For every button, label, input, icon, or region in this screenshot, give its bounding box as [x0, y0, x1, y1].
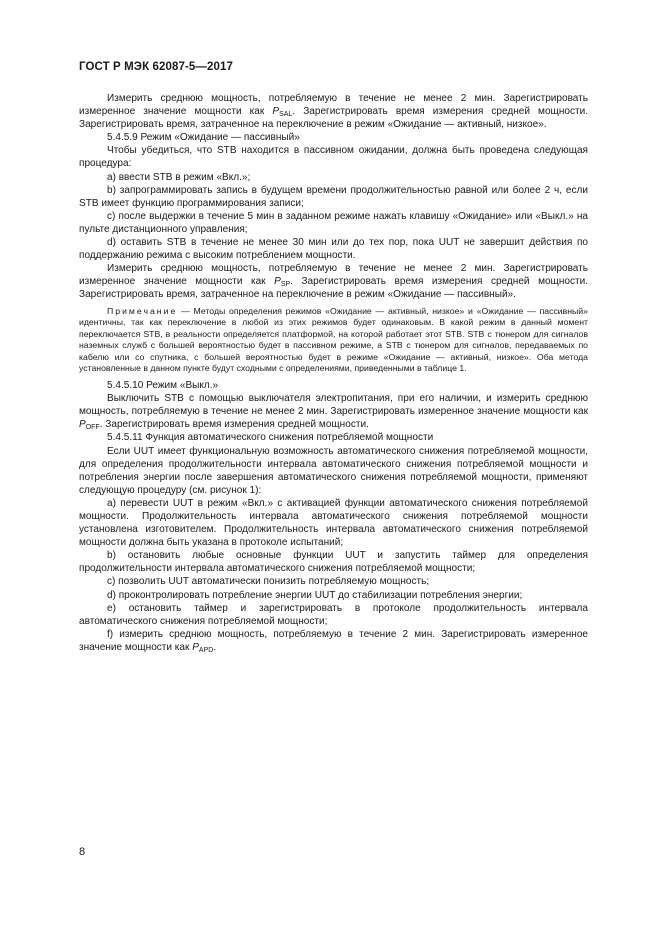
note-label: Примечание [107, 305, 178, 316]
section-heading: 5.4.5.10 Режим «Выкл.» [107, 380, 219, 392]
section-heading: 5.4.5.11 Функция автоматического снижения потребляемой мощности [107, 432, 434, 444]
paragraph: Измерить среднюю мощность, потребляемую в течение не менее 2 мин. Зарегистрировать измеренное значение мощности как $P_{SAL}$. Зарегистрировать время измерения средней мощности. Зарегистрировать время, затраченное на переключение в режим «Ожидание — активный, низкое». [79, 93, 588, 131]
list-item: a) перевести UUT в режим «Вкл.» с активацией функции автоматического снижения потребляемой мощности. Продолжительность интервала автоматического снижения потребляемой мощности установлена изготовителем. Продолжительность интервала автоматического снижения потребляемой мощности должна быть указана в протоколе испытаний; [79, 497, 588, 549]
note: Примечание — Методы определения режимов «Ожидание — активный, низкое» и «Ожидание — пассивный» идентичны, так как переключение в любой из этих режимов будет одинаковым. В какой режим в данный момент переключается STB, в реальности определяется платформой, на которой работает этот STB. STB с тюнером для сигналов наземных служб с большей вероятностью будет в пассивном режиме, а STB с тюнером для сигналов, передаваемых по кабелю или со спутника, с большей вероятностью будет в режиме «Ожидание — активный, низкое». Оба метода установленные в данном пункте будут сходными с определениями, приведенными в таблице 1. [79, 305, 588, 374]
list-item: d) проконтролировать потребление энергии UUT до стабилизации потребления энергии; [107, 589, 523, 601]
list-item: e) остановить таймер и зарегистрировать в протоколе продолжительность интервала автоматического снижения потребляемой мощности; [79, 602, 588, 627]
document-body [79, 92, 588, 654]
paragraph: Выключить STB с помощью выключателя электропитания, при его наличии, и измерить среднюю мощность, потребляемую в течение не менее 2 мин. Зарегистрировать измеренное значение мощности как $P_{OFF}$. Зарегистрировать время измерения средней мощности. [79, 393, 588, 432]
list-item: b) остановить любые основные функции UUT и запустить таймер для определения продолжительности интервала автоматического снижения потребляемой мощности; [79, 550, 588, 575]
list-item: b) запрограммировать запись в будущем времени продолжительностью равной или более 2 ч, если STB имеет функцию программирования записи; [79, 184, 588, 209]
list-item: f) измерить среднюю мощность, потребляемую в течение 2 мин. Зарегистрировать измеренное значение мощности как $P_{APD}$. [79, 628, 588, 654]
paragraph: Если UUT имеет функциональную возможность автоматического снижения потребляемой мощности, для определения продолжительности интервала автоматического снижения потребляемой мощности и потребления энергии после завершения автоматического снижения потребляемой мощности, применяют следующую процедуру (см. рисунок 1): [79, 445, 588, 496]
paragraph: Чтобы убедиться, что STB находится в пассивном ожидании, должна быть проведена следующая процедура: [79, 145, 588, 170]
list-item: c) после выдержки в течение 5 мин в заданном режиме нажать клавишу «Ожидание» или «Выкл.» на пульте дистанционного управления; [79, 210, 588, 235]
paragraph: Измерить среднюю мощность, потребляемую в течение не менее 2 мин. Зарегистрировать измеренное значение мощности как $P_{SP}$. Зарегистрировать время измерения средней мощности. Зарегистрировать время, затраченное на переключение в режим «Ожидание — пассивный». [79, 263, 588, 301]
list-item: d) оставить STB в течение не менее 30 мин или до тех пор, пока UUT не завершит действия по поддержанию режима с высоким потреблением мощности. [79, 237, 588, 262]
section-heading: 5.4.5.9 Режим «Ожидание — пассивный» [107, 132, 300, 144]
list-item: a) ввести STB в режим «Вкл.»; [107, 171, 251, 183]
page-number: 8 [79, 846, 86, 858]
page-header: ГОСТ Р МЭК 62087-5—2017 [79, 61, 233, 73]
list-item: c) позволить UUT автоматически понизить потребляемую мощность; [107, 576, 430, 588]
